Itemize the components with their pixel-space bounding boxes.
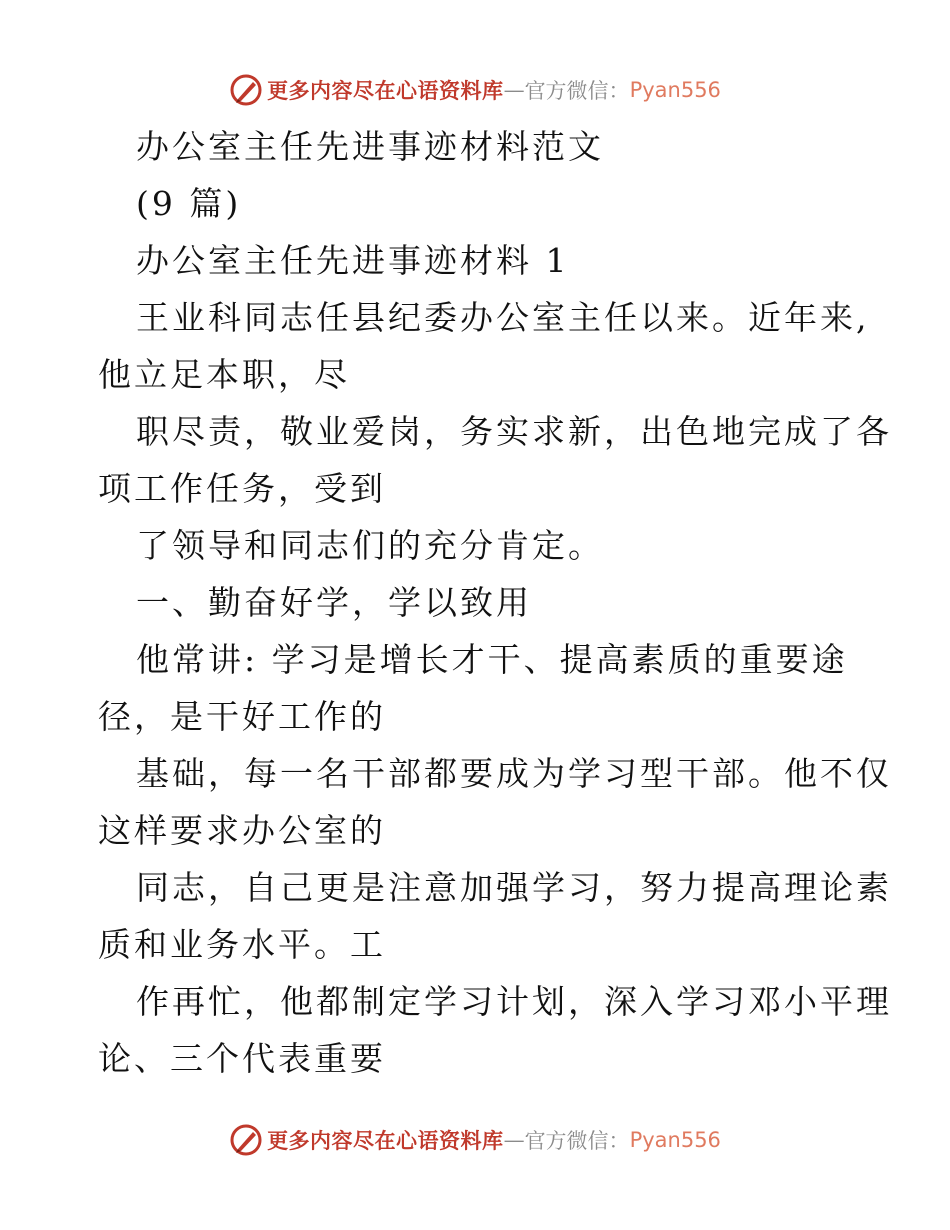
banner-dash: —	[503, 1128, 525, 1152]
banner-wechat-id: Pyan556	[629, 78, 721, 102]
text-line: 他立足本职，尽	[98, 355, 350, 394]
banner-promo-text: 更多内容尽在心语资料库	[267, 1128, 504, 1153]
text-line: 他常讲: 学习是增长才干、提高素质的重要途	[136, 640, 848, 679]
pen-nib-logo-icon	[229, 1123, 263, 1157]
text-line: 论、三个代表重要	[98, 1039, 386, 1078]
text-line: 同志，自己更是注意加强学习，努力提高理论素	[136, 868, 892, 907]
banner-promo-text: 更多内容尽在心语资料库	[267, 78, 504, 103]
document-body	[98, 118, 892, 1087]
text-line: 这样要求办公室的	[98, 811, 386, 850]
text-line: (9 篇)	[136, 184, 242, 223]
pen-nib-logo-icon	[229, 73, 263, 107]
banner-wechat-id: Pyan556	[629, 1128, 721, 1152]
text-line: 职尽责，敬业爱岗，务实求新，出色地完成了各	[136, 412, 892, 451]
text-line: 一、勤奋好学，学以致用	[136, 583, 532, 622]
footer-banner	[0, 1118, 950, 1162]
text-line: 办公室主任先进事迹材料范文	[136, 127, 604, 166]
banner-dash: —	[503, 78, 525, 102]
text-line: 质和业务水平。工	[98, 925, 386, 964]
header-banner	[0, 68, 950, 112]
text-line: 基础，每一名干部都要成为学习型干部。他不仅	[136, 754, 892, 793]
text-line: 作再忙，他都制定学习计划，深入学习邓小平理	[136, 982, 892, 1021]
banner-wechat-label: 官方微信：	[524, 1129, 630, 1153]
text-line: 办公室主任先进事迹材料 1	[136, 241, 570, 280]
banner-wechat-label: 官方微信：	[524, 79, 630, 103]
text-line: 王业科同志任县纪委办公室主任以来。近年来,	[136, 298, 870, 337]
text-line: 径，是干好工作的	[98, 697, 386, 736]
text-line: 了领导和同志们的充分肯定。	[136, 526, 604, 565]
text-line: 项工作任务，受到	[98, 469, 386, 508]
